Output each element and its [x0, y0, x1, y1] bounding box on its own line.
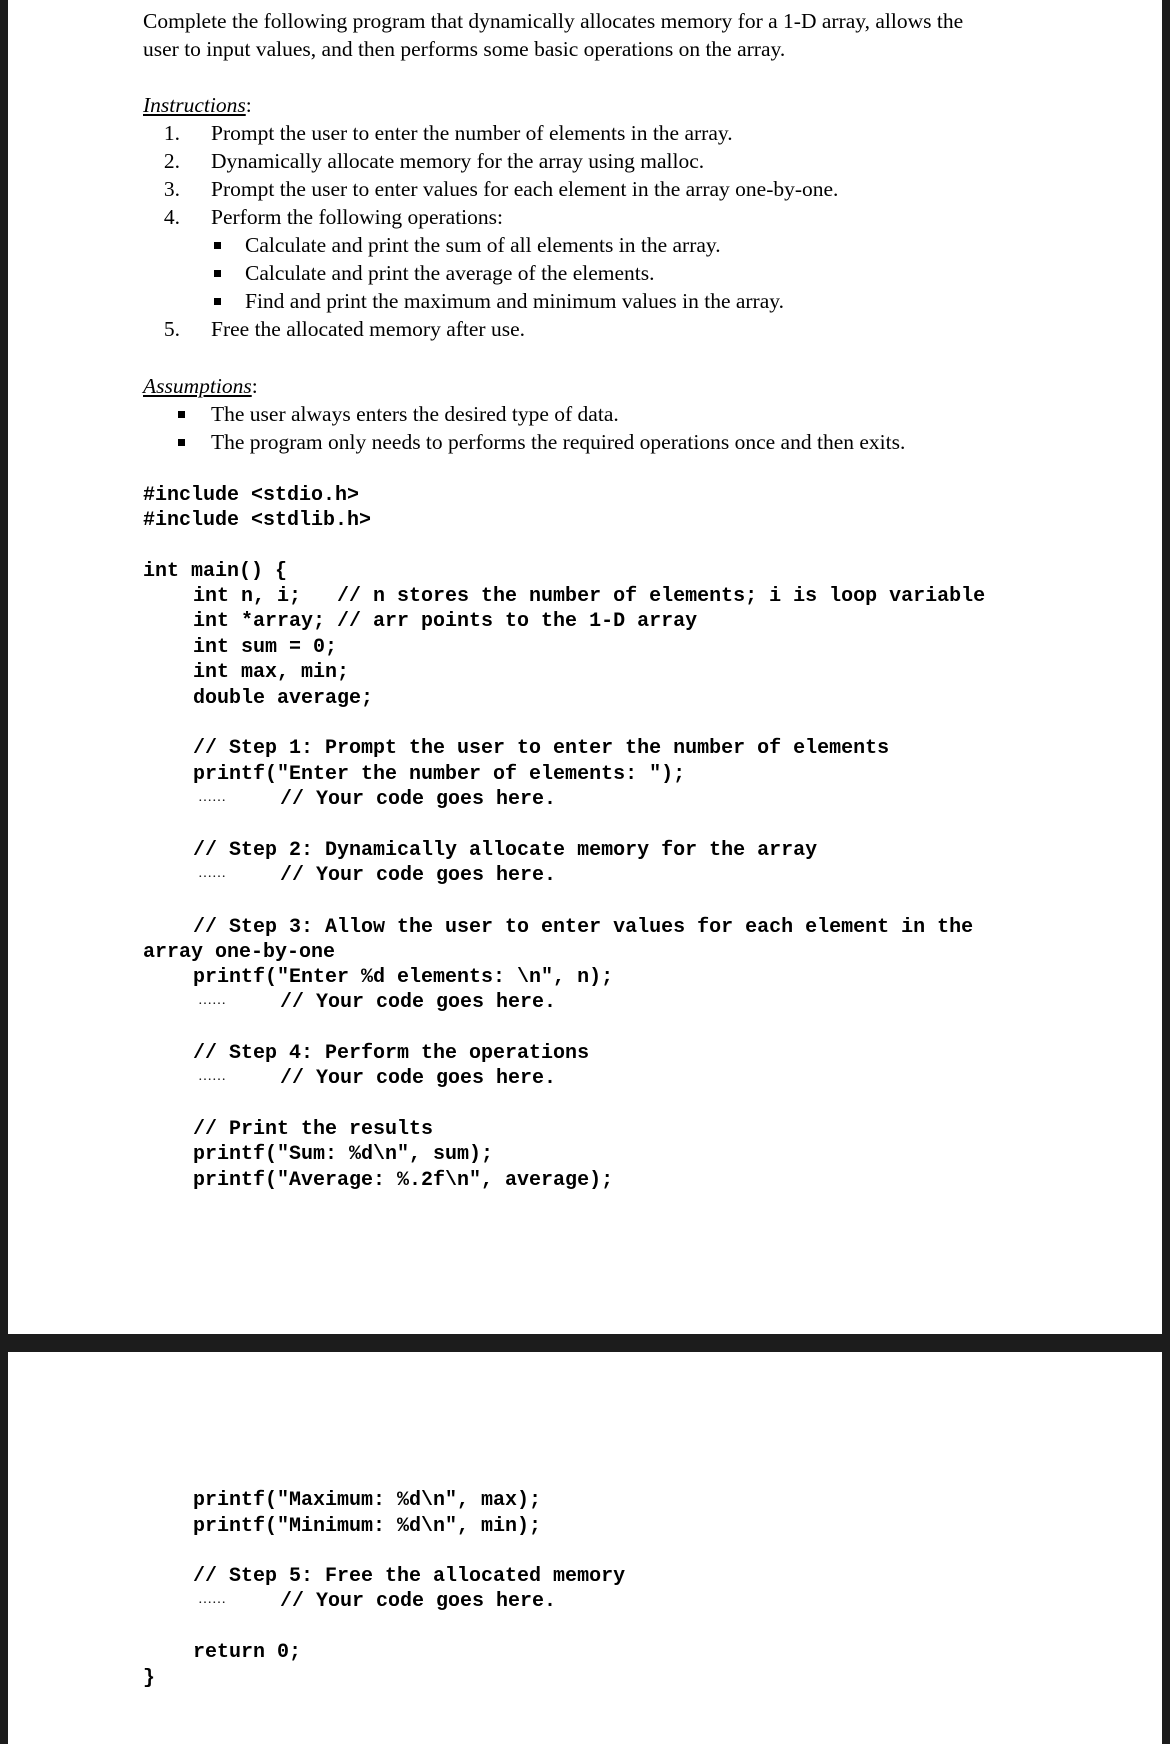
assumption-item-1: The user always enters the desired type of data.: [211, 402, 619, 426]
step-text-5: Free the allocated memory after use.: [211, 317, 525, 341]
code-include-stdio: #include <stdio.h>: [143, 484, 360, 507]
code-step5-placeholder: ……: [198, 1592, 226, 1607]
sub-bullet-1: Calculate and print the sum of all elements in the array.: [245, 233, 721, 257]
code-step3-comment-cont: array one-by-one: [143, 941, 336, 964]
code-main-open: int main() {: [143, 560, 288, 583]
sub-bullet-marker-1: [214, 242, 221, 249]
code-step3-placeholder: ……: [198, 993, 226, 1008]
code-include-stdlib: #include <stdlib.h>: [143, 509, 372, 532]
code-decl-max-min: int max, min;: [193, 661, 350, 684]
step-number-2: 2.: [163, 149, 180, 173]
code-print-max: printf("Maximum: %d\n", max);: [193, 1489, 542, 1512]
code-step1-your-code: // Your code goes here.: [280, 788, 557, 811]
intro-line-1: Complete the following program that dynamically allocates memory for a 1-D array, allows the: [143, 9, 964, 33]
step-text-3: Prompt the user to enter values for each element in the array one-by-one.: [211, 177, 839, 201]
code-step2-placeholder: ……: [198, 866, 226, 881]
step-text-4: Perform the following operations:: [211, 205, 503, 229]
code-print-comment: // Print the results: [193, 1118, 434, 1141]
code-step3-printf: printf("Enter %d elements: \n", n);: [193, 966, 614, 989]
sub-bullet-3: Find and print the maximum and minimum values in the array.: [245, 289, 784, 313]
step-number-3: 3.: [163, 177, 180, 201]
document-page-2: [8, 1352, 1162, 1744]
code-step1-comment: // Step 1: Prompt the user to enter the number of elements: [193, 737, 890, 760]
code-decl-n-i: int n, i; // n stores the number of elements; i is loop variable: [193, 585, 986, 608]
code-step3-comment: // Step 3: Allow the user to enter values for each element in the: [193, 916, 974, 939]
code-decl-average: double average;: [193, 687, 374, 710]
code-return: return 0;: [193, 1641, 302, 1664]
code-step4-comment: // Step 4: Perform the operations: [193, 1042, 590, 1065]
step-text-1: Prompt the user to enter the number of elements in the array.: [211, 121, 733, 145]
code-decl-sum: int sum = 0;: [193, 636, 338, 659]
step-number-5: 5.: [163, 317, 180, 341]
assumption-item-2: The program only needs to performs the required operations once and then exits.: [211, 430, 906, 454]
step-text-2: Dynamically allocate memory for the array using malloc.: [211, 149, 705, 173]
code-print-average: printf("Average: %.2f\n", average);: [193, 1169, 614, 1192]
code-step4-placeholder: ……: [198, 1069, 226, 1084]
instructions-heading-colon: :: [245, 93, 252, 117]
code-print-min: printf("Minimum: %d\n", min);: [193, 1515, 542, 1538]
intro-line-2: user to input values, and then performs some basic operations on the array.: [143, 37, 786, 61]
instructions-heading-text: Instructions: [143, 93, 246, 117]
assumptions-heading: [143, 372, 258, 400]
code-print-sum: printf("Sum: %d\n", sum);: [193, 1143, 494, 1166]
sub-bullet-marker-2: [214, 270, 221, 277]
code-step2-comment: // Step 2: Dynamically allocate memory for the array: [193, 839, 818, 862]
assumptions-heading-text: Assumptions: [143, 374, 252, 398]
assumption-bullet-marker-1: [178, 411, 185, 418]
step-number-1: 1.: [163, 121, 180, 145]
code-step2-your-code: // Your code goes here.: [280, 864, 557, 887]
assumption-bullet-marker-2: [178, 439, 185, 446]
assumptions-heading-colon: :: [251, 374, 258, 398]
step-number-4: 4.: [163, 205, 180, 229]
sub-bullet-2: Calculate and print the average of the elements.: [245, 261, 655, 285]
code-decl-array: int *array; // arr points to the 1-D array: [193, 610, 698, 633]
code-main-close: }: [143, 1667, 156, 1690]
sub-bullet-marker-3: [214, 298, 221, 305]
code-step4-your-code: // Your code goes here.: [280, 1067, 557, 1090]
code-step5-your-code: // Your code goes here.: [280, 1590, 557, 1613]
code-step3-your-code: // Your code goes here.: [280, 991, 557, 1014]
instructions-heading: [143, 91, 252, 119]
code-step1-printf: printf("Enter the number of elements: ");: [193, 763, 686, 786]
code-step5-comment: // Step 5: Free the allocated memory: [193, 1565, 626, 1588]
code-step1-placeholder: ……: [198, 790, 226, 805]
document-page-1: [8, 0, 1162, 1334]
